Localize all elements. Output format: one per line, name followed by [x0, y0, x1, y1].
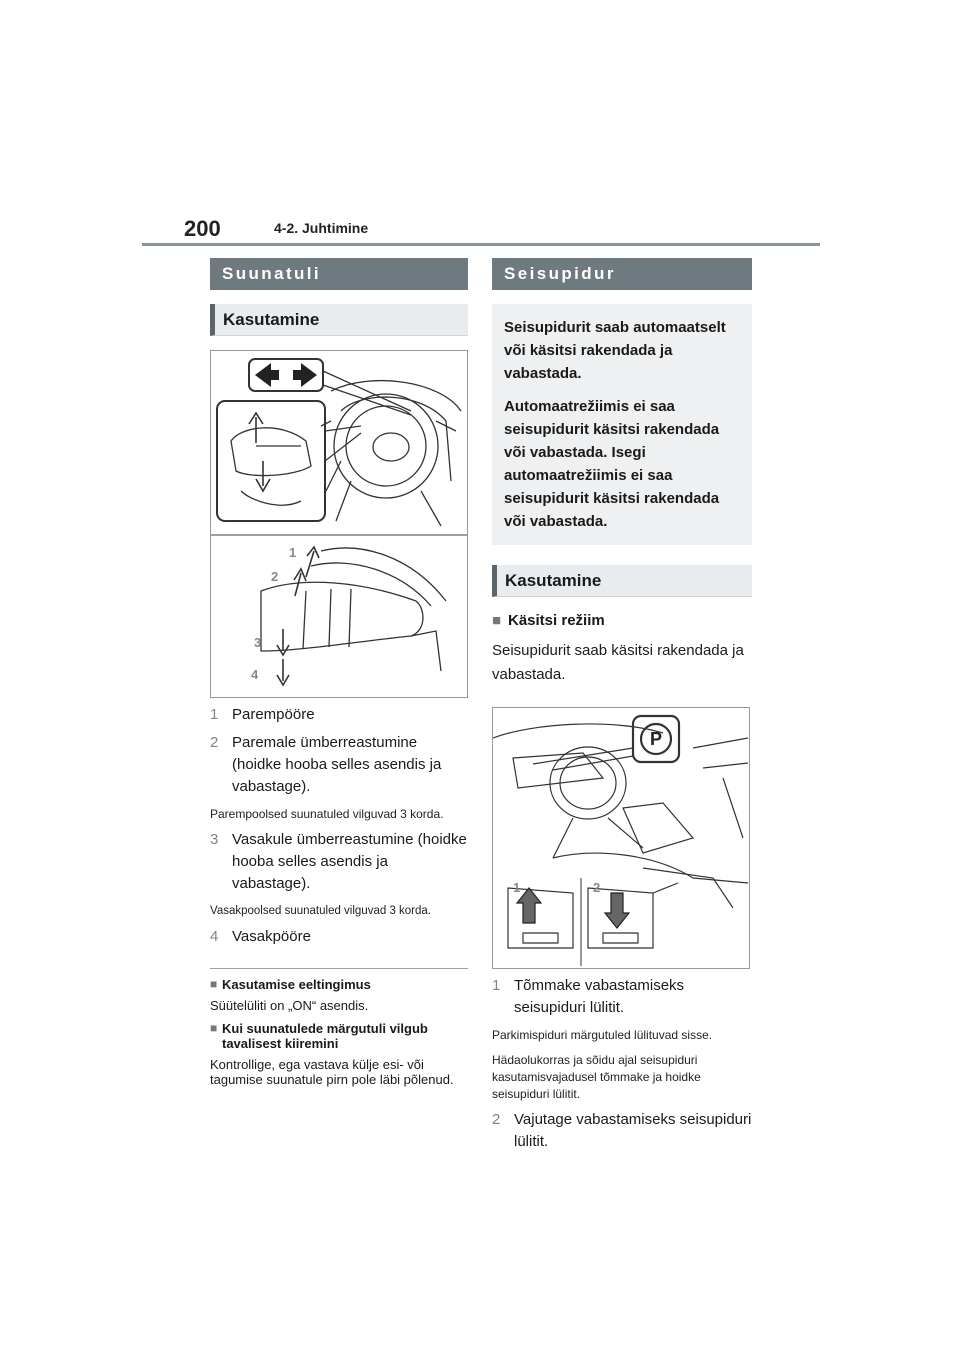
parking-brake-illustration [492, 707, 750, 969]
section-title: 4-2. Juhtimine [274, 220, 369, 236]
note-indicator-lights: Parkimispiduri märgutuled lülituvad sisse. [492, 1028, 713, 1042]
step-2 [492, 1109, 752, 1153]
step-text: Vasakpööre [232, 928, 311, 945]
step-1 [210, 704, 468, 726]
note-title: Kui suunatulede märgutuli vilgub tavalisest kiiremini [222, 1021, 428, 1051]
manual-mode-heading [492, 611, 752, 631]
step-4 [210, 926, 468, 948]
note-heading [210, 1021, 468, 1051]
note-right-lane-change: Parempoolsed suunatuled vilguvad 3 korda. [210, 807, 444, 821]
step-number: 4 [210, 928, 219, 945]
step-text: Vasakule ümberreastumine (hoidke hooba selles asendis ja vabastage). [232, 831, 467, 892]
note-left-lane-change: Vasakpoolsed suunatuled vilguvad 3 korda. [210, 905, 431, 917]
info-paragraph: Automaatrežiimis ei saa seisupidurit käsitsi rakendada või vabastada. Isegi automaatrežiimis ei saa seisupidurit käsitsi rakendada või vabastada. [504, 398, 720, 530]
figure-label-3: 3 [254, 635, 262, 650]
figure-label-2: 2 [271, 569, 279, 584]
left-column [210, 258, 468, 1087]
info-paragraph: Seisupidurit saab automaatselt või käsitsi rakendada ja vabastada. [504, 319, 726, 382]
note-title: Kasutamise eeltingimus [222, 977, 371, 992]
step-text: Paremale ümberreastumine (hoidke hooba selles asendis ja vabastage). [232, 734, 442, 795]
turn-signal-illustration [210, 350, 468, 698]
subhead-operation: Kasutamine [210, 304, 468, 336]
square-marker-icon: ■ [210, 977, 218, 991]
note-emergency: Hädaolukorras ja sõidu ajal seisupiduri kasutamisvajadusel tõmmake ja hoidke seisupiduri lülitit. [492, 1053, 701, 1101]
step-text: Tõmmake vabastamiseks seisupiduri lülitit. [514, 977, 685, 1016]
page-header [142, 212, 820, 246]
section-band-parking-brake: Seisupidur [492, 258, 752, 290]
parking-p-icon: P [649, 729, 663, 749]
turn-signal-svg [211, 351, 467, 697]
step-number: 3 [210, 831, 219, 848]
step-number: 1 [210, 706, 219, 723]
manual-mode-text: Seisupidurit saab käsitsi rakendada ja vabastada. [492, 642, 744, 683]
step-text: Parempööre [232, 706, 315, 723]
figure-label-1: 1 [289, 545, 297, 560]
figure-label-1: 1 [513, 880, 521, 895]
note-heading [210, 977, 468, 992]
step-number: 2 [492, 1111, 501, 1128]
figure-label-2: 2 [593, 880, 601, 895]
step-number: 1 [492, 977, 501, 994]
subhead-operation: Kasutamine [492, 565, 752, 597]
note-text: Kontrollige, ega vastava külje esi- või tagumise suunatule pirn pole läbi põlenud. [210, 1057, 454, 1087]
step-text: Vajutage vabastamiseks seisupiduri lülitit. [514, 1111, 752, 1150]
divider [210, 968, 468, 969]
step-3 [210, 829, 468, 895]
square-marker-icon: ■ [492, 612, 502, 629]
step-2 [210, 732, 468, 798]
step-1 [492, 975, 752, 1019]
info-box [492, 304, 752, 545]
parking-brake-svg [493, 708, 749, 968]
figure-label-4: 4 [251, 667, 259, 682]
square-marker-icon: ■ [210, 1021, 218, 1035]
page-number: 200 [184, 216, 221, 241]
mode-title: Käsitsi režiim [508, 612, 605, 629]
right-column [492, 258, 752, 1153]
section-band-turn-signal: Suunatuli [210, 258, 468, 290]
step-number: 2 [210, 734, 219, 751]
note-text: Süütelüliti on „ON“ asendis. [210, 998, 369, 1013]
